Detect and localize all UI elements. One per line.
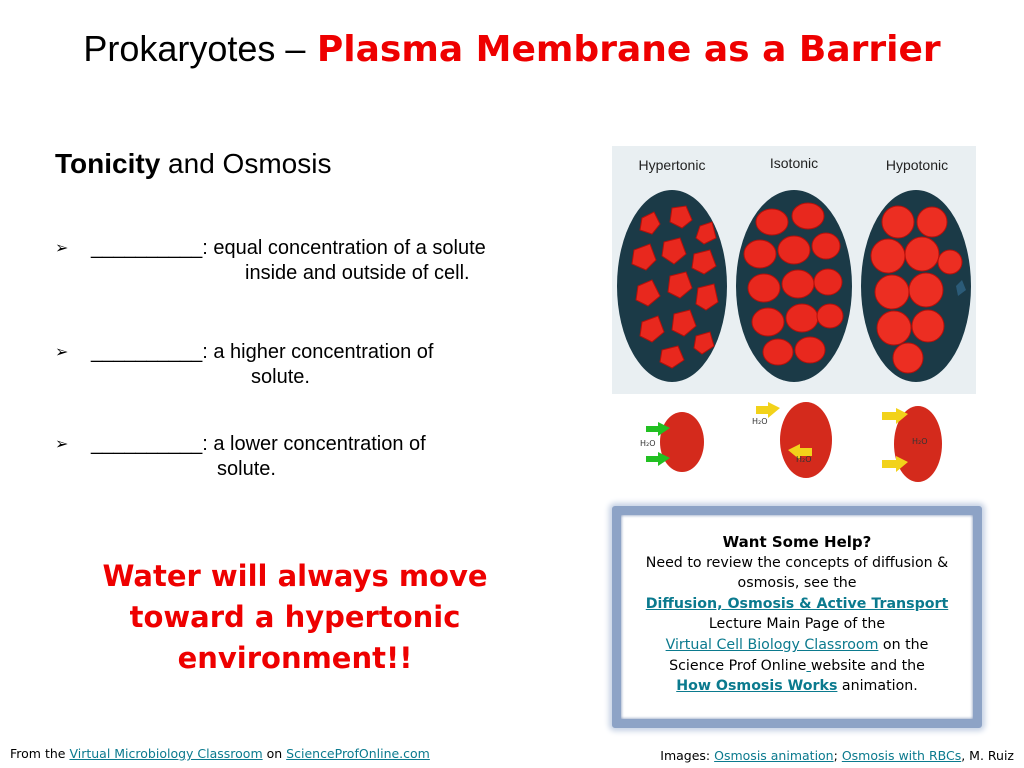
bullet-arrow-icon: ➢ [55, 240, 69, 257]
title-prefix: Prokaryotes – [83, 28, 306, 69]
help-content [621, 532, 973, 697]
help-box [612, 506, 982, 728]
bullet-line1: __________: a lower concentration of [91, 433, 426, 455]
link-diffusion-osmosis[interactable]: Diffusion, Osmosis & Active Transport [645, 595, 949, 612]
label-isotonic: Isotonic [769, 155, 819, 171]
link-virtual-microbiology-classroom[interactable]: Virtual Microbiology Classroom [69, 746, 263, 761]
bullet-line1: __________: equal concentration of a solute [91, 237, 486, 259]
help-heading: Want Some Help? [722, 533, 872, 551]
bullet-line2: inside and outside of cell. [245, 262, 470, 284]
footer-sep: ; [833, 748, 838, 763]
help-line2: Lecture Main Page of the [708, 616, 886, 633]
label-hypertonic: Hypertonic [638, 157, 706, 173]
tonicity-figure [612, 146, 976, 486]
title-main: Plasma Membrane as a Barrier [316, 29, 941, 70]
slide-title [0, 28, 1024, 70]
footer-on: on [266, 746, 283, 761]
help-line3a: on the [882, 636, 929, 653]
footer-images: Images: [660, 748, 711, 763]
bullet-hypertonic [55, 340, 595, 392]
osmosis-diagram-hypertonic [640, 412, 704, 472]
osmosis-diagram-isotonic [752, 402, 832, 478]
bullet-line2: solute. [217, 458, 276, 480]
link-virtual-cell-biology[interactable]: Virtual Cell Biology Classroom [665, 636, 879, 653]
subheading-rest: and Osmosis [168, 148, 332, 179]
svg-text:H₂O: H₂O [912, 437, 928, 446]
link-scienceprofonline[interactable]: ScienceProfOnline.com [286, 746, 430, 761]
link-osmosis-animation[interactable]: Osmosis animation [714, 748, 834, 763]
svg-text:H₂O: H₂O [640, 439, 656, 448]
bullet-hypotonic [55, 432, 595, 484]
svg-text:H₂O: H₂O [752, 417, 768, 426]
footer-left [10, 746, 430, 761]
bullet-arrow-icon: ➢ [55, 436, 69, 453]
subheading-bold: Tonicity [55, 148, 161, 179]
bullet-line1: __________: a higher concentration of [91, 341, 434, 363]
bullet-line2: solute. [251, 366, 310, 388]
footer-right [660, 748, 1014, 763]
label-hypotonic: Hypotonic [885, 157, 949, 173]
footer-from: From the [10, 746, 66, 761]
osmosis-diagram-hypotonic [882, 406, 942, 482]
link-osmosis-rbcs[interactable]: Osmosis with RBCs [841, 748, 962, 763]
bullet-isotonic [55, 236, 595, 288]
help-line1: Need to review the concepts of diffusion & osmosis, see the [645, 554, 949, 592]
bullet-arrow-icon: ➢ [55, 344, 69, 361]
footer-credit: , M. Ruiz [961, 748, 1014, 763]
help-line3c: website and the [810, 657, 925, 674]
key-statement: Water will always move toward a hypertonic environment!! [102, 559, 488, 675]
help-line4: animation. [841, 678, 918, 695]
subheading [55, 148, 331, 180]
svg-text:H₂O: H₂O [796, 455, 812, 464]
link-how-osmosis-works[interactable]: How Osmosis Works [676, 678, 838, 695]
help-line3b: Science Prof Online [669, 657, 807, 674]
